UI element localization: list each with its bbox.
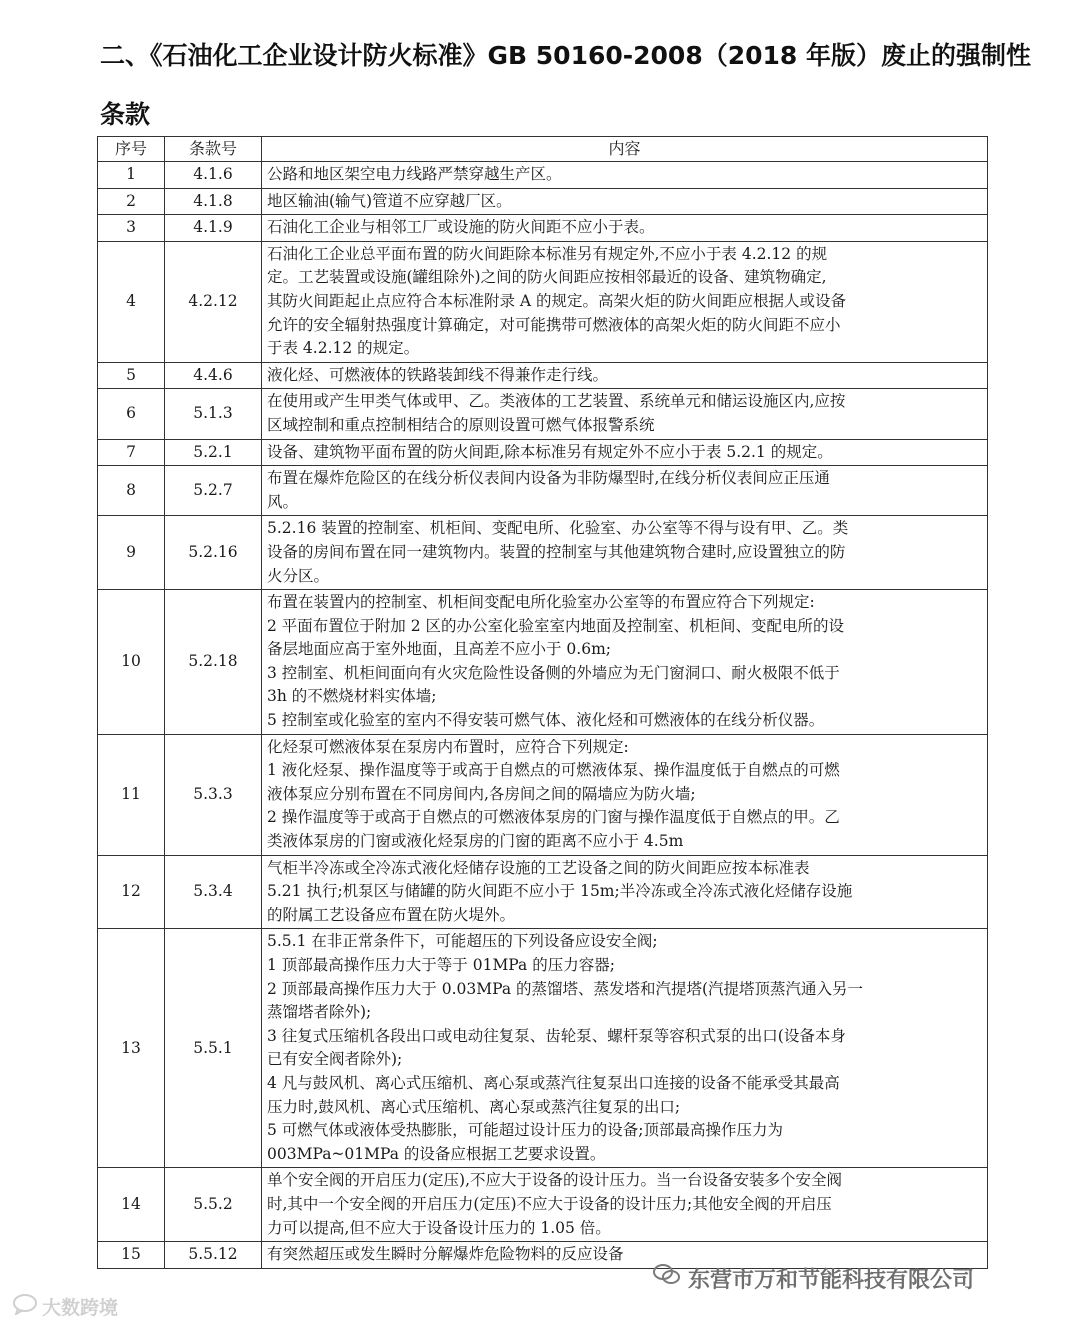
row-content [262,929,988,1168]
row-content [262,734,988,855]
row-content [262,215,988,242]
row-clause-number: 5.5.12 [165,1242,262,1269]
content-line: 5.2.16 装置的控制室、机柜间、变配电所、化验室、办公室等不得与设有甲、乙。类 [267,519,849,538]
content-line: 公路和地区架空电力线路严禁穿越生产区。 [267,165,562,183]
header-clause: 条款号 [165,137,262,162]
content-line: 设备的房间布置在同一建筑物内。装置的控制室与其他建筑物合建时,应设置独立的防 [267,542,846,561]
content-line: 区域控制和重点控制相结合的原则设置可燃气体报警系统 [267,415,655,434]
row-clause-number: 4.1.6 [165,162,262,189]
row-content [262,162,988,189]
content-line: 时,其中一个安全阀的开启压力(定压)不应大于设备的设计压力;其他安全阀的开启压 [267,1194,832,1213]
table-row [98,241,988,362]
watermark-left-text: 大数跨境 [42,1296,119,1319]
content-line: 的附属工艺设备应布置在防火堤外。 [267,905,516,924]
content-line: 2 操作温度等于或高于自燃点的可燃液体泵房的门窗与操作温度低于自燃点的甲。乙 [267,808,840,827]
content-line: 备层地面应高于室外地面，且高差不应小于 0.6m; [267,640,611,659]
content-line: 设备、建筑物平面布置的防火间距,除本标准另有规定外不应小于表 5.2.1 的规定。 [267,442,833,461]
content-line: 3 控制室、机柜间面向有火灾危险性设备侧的外墙应为无门窗洞口、耐火极限不低于 [267,663,840,682]
watermark-right [652,1262,974,1294]
table-header-row [98,137,988,162]
row-content [262,362,988,389]
content-line: 液体泵应分别布置在不同房间内,各房间之间的隔墙应为防火墙; [267,784,696,803]
content-line: 风。 [267,492,299,511]
watermark-right-text: 东营市万和节能科技有限公司 [688,1267,975,1293]
chat-bubble-icon [12,1293,38,1320]
content-line: 于表 4.2.12 的规定。 [267,339,420,358]
content-line: 在使用或产生甲类气体或甲、乙。类液体的工艺装置、系统单元和储运设施区内,应按 [267,392,846,411]
content-line: 已有安全阀者除外); [267,1050,403,1069]
row-content [262,516,988,590]
table-row [98,362,988,389]
content-line: 2 顶部最高操作压力大于 0.03MPa 的蒸馏塔、蒸发塔和汽提塔(汽提塔顶蒸汽通入另一 [267,979,864,998]
row-seq: 3 [98,215,165,242]
content-line: 1 顶部最高操作压力大于等于 01MPa 的压力容器; [267,956,615,974]
table-row [98,215,988,242]
row-seq: 14 [98,1168,165,1242]
row-content [262,188,988,215]
row-seq: 1 [98,162,165,189]
header-content: 内容 [262,137,988,162]
row-seq: 2 [98,188,165,215]
row-clause-number: 5.3.3 [165,734,262,855]
row-seq: 6 [98,389,165,439]
abolished-clauses-table [97,136,988,1269]
content-line: 1 液化烃泵、操作温度等于或高于自燃点的可燃液体泵、操作温度低于自燃点的可燃 [267,761,840,780]
content-line: 单个安全阀的开启压力(定压),不应大于设备的设计压力。当一台设备安装多个安全阀 [267,1171,843,1190]
row-content [262,855,988,929]
row-clause-number: 5.1.3 [165,389,262,439]
table-row [98,466,988,516]
content-line: 5.5.1 在非正常条件下，可能超压的下列设备应设安全阀; [267,932,658,951]
table-row [98,516,988,590]
row-clause-number: 5.2.18 [165,590,262,735]
content-line: 蒸馏塔者除外); [267,1003,372,1022]
heading-line-2: 条款 [100,100,151,129]
row-content [262,466,988,516]
content-line: 布置在爆炸危险区的在线分析仪表间内设备为非防爆型时,在线分析仪表间应正压通 [267,469,830,488]
row-seq: 11 [98,734,165,855]
row-clause-number: 5.5.2 [165,1168,262,1242]
row-seq: 15 [98,1242,165,1269]
row-clause-number: 5.2.16 [165,516,262,590]
row-seq: 13 [98,929,165,1168]
row-seq: 4 [98,241,165,362]
content-line: 其防火间距起止点应符合本标准附录 A 的规定。高架火炬的防火间距应根据人或设备 [267,291,847,310]
document-heading [100,26,1031,144]
table-row [98,389,988,439]
table-row [98,590,988,735]
table-row [98,188,988,215]
row-seq: 12 [98,855,165,929]
watermark-left [12,1293,118,1319]
content-line: 力可以提高,但不应大于设备设计压力的 1.05 倍。 [267,1218,611,1237]
row-clause-number: 4.1.9 [165,215,262,242]
content-line: 火分区。 [267,566,330,585]
content-line: 液化烃、可燃液体的铁路装卸线不得兼作走行线。 [267,365,609,384]
table-row [98,1168,988,1242]
header-seq: 序号 [98,137,165,162]
row-clause-number: 4.4.6 [165,362,262,389]
content-line: 气柜半冷冻或全冷冻式液化烃储存设施的工艺设备之间的防火间距应按本标准表 [267,858,810,877]
table-row [98,855,988,929]
row-clause-number: 4.2.12 [165,241,262,362]
row-clause-number: 4.1.8 [165,188,262,215]
row-content [262,1168,988,1242]
row-clause-number: 5.3.4 [165,855,262,929]
wechat-icon [652,1262,682,1294]
content-line: 3 往复式压缩机各段出口或电动往复泵、齿轮泵、螺杆泵等容积式泵的出口(设备本身 [267,1026,846,1045]
content-line: 2 平面布置位于附加 2 区的办公室化验室室内地面及控制室、机柜间、变配电所的设 [267,616,845,635]
content-line: 5 控制室或化验室的室内不得安装可燃气体、液化烃和可燃液体的在线分析仪器。 [267,711,825,730]
content-line: 石油化工企业总平面布置的防火间距除本标准另有规定外,不应小于表 4.2.12 的规 [267,244,828,263]
table-row [98,162,988,189]
content-line: 允许的安全辐射热强度计算确定，对可能携带可燃液体的高架火炬的防火间距不应小 [267,315,841,334]
row-seq: 8 [98,466,165,516]
row-seq: 5 [98,362,165,389]
row-content [262,389,988,439]
table-body [98,162,988,1269]
row-clause-number: 5.5.1 [165,929,262,1168]
content-line: 有突然超压或发生瞬时分解爆炸危险物料的反应设备 [267,1245,624,1264]
row-content [262,590,988,735]
table-row [98,734,988,855]
heading-line-1: 二、《石油化工企业设计防火标准》GB 50160-2008（2018 年版）废止的强制性 [100,41,1031,70]
content-line: 5 可燃气体或液体受热膨胀，可能超过设计压力的设备;顶部最高操作压力为 [267,1121,784,1140]
row-seq: 7 [98,439,165,466]
row-clause-number: 5.2.7 [165,466,262,516]
content-line: 定。工艺装置或设施(罐组除外)之间的防火间距应按相邻最近的设备、建筑物确定, [267,268,827,287]
content-line: 地区输油(输气)管道不应穿越厂区。 [267,191,512,210]
content-line: 石油化工企业与相邻工厂或设施的防火间距不应小于表。 [267,218,655,237]
content-line: 003MPa~01MPa 的设备应根据工艺要求设置。 [267,1144,606,1163]
row-content [262,241,988,362]
row-seq: 9 [98,516,165,590]
content-line: 类液体泵房的门窗或液化烃泵房的门窗的距离不应小于 4.5m [267,832,684,851]
content-line: 化烃泵可燃液体泵在泵房内布置时，应符合下列规定: [267,737,629,756]
row-clause-number: 5.2.1 [165,439,262,466]
table-row [98,929,988,1168]
table-row [98,439,988,466]
content-line: 压力时,鼓风机、离心式压缩机、离心泵或蒸汽往复泵的出口; [267,1097,681,1116]
content-line: 4 凡与鼓风机、离心式压缩机、离心泵或蒸汽往复泵出口连接的设备不能承受其最高 [267,1073,840,1092]
content-line: 布置在装置内的控制室、机柜间变配电所化验室办公室等的布置应符合下列规定: [267,593,815,612]
row-content [262,439,988,466]
content-line: 3h 的不燃烧材料实体墙; [267,687,437,706]
row-seq: 10 [98,590,165,735]
content-line: 5.21 执行;机泵区与储罐的防火间距不应小于 15m;半冷冻或全冷冻式液化烃储存设施 [267,882,853,901]
